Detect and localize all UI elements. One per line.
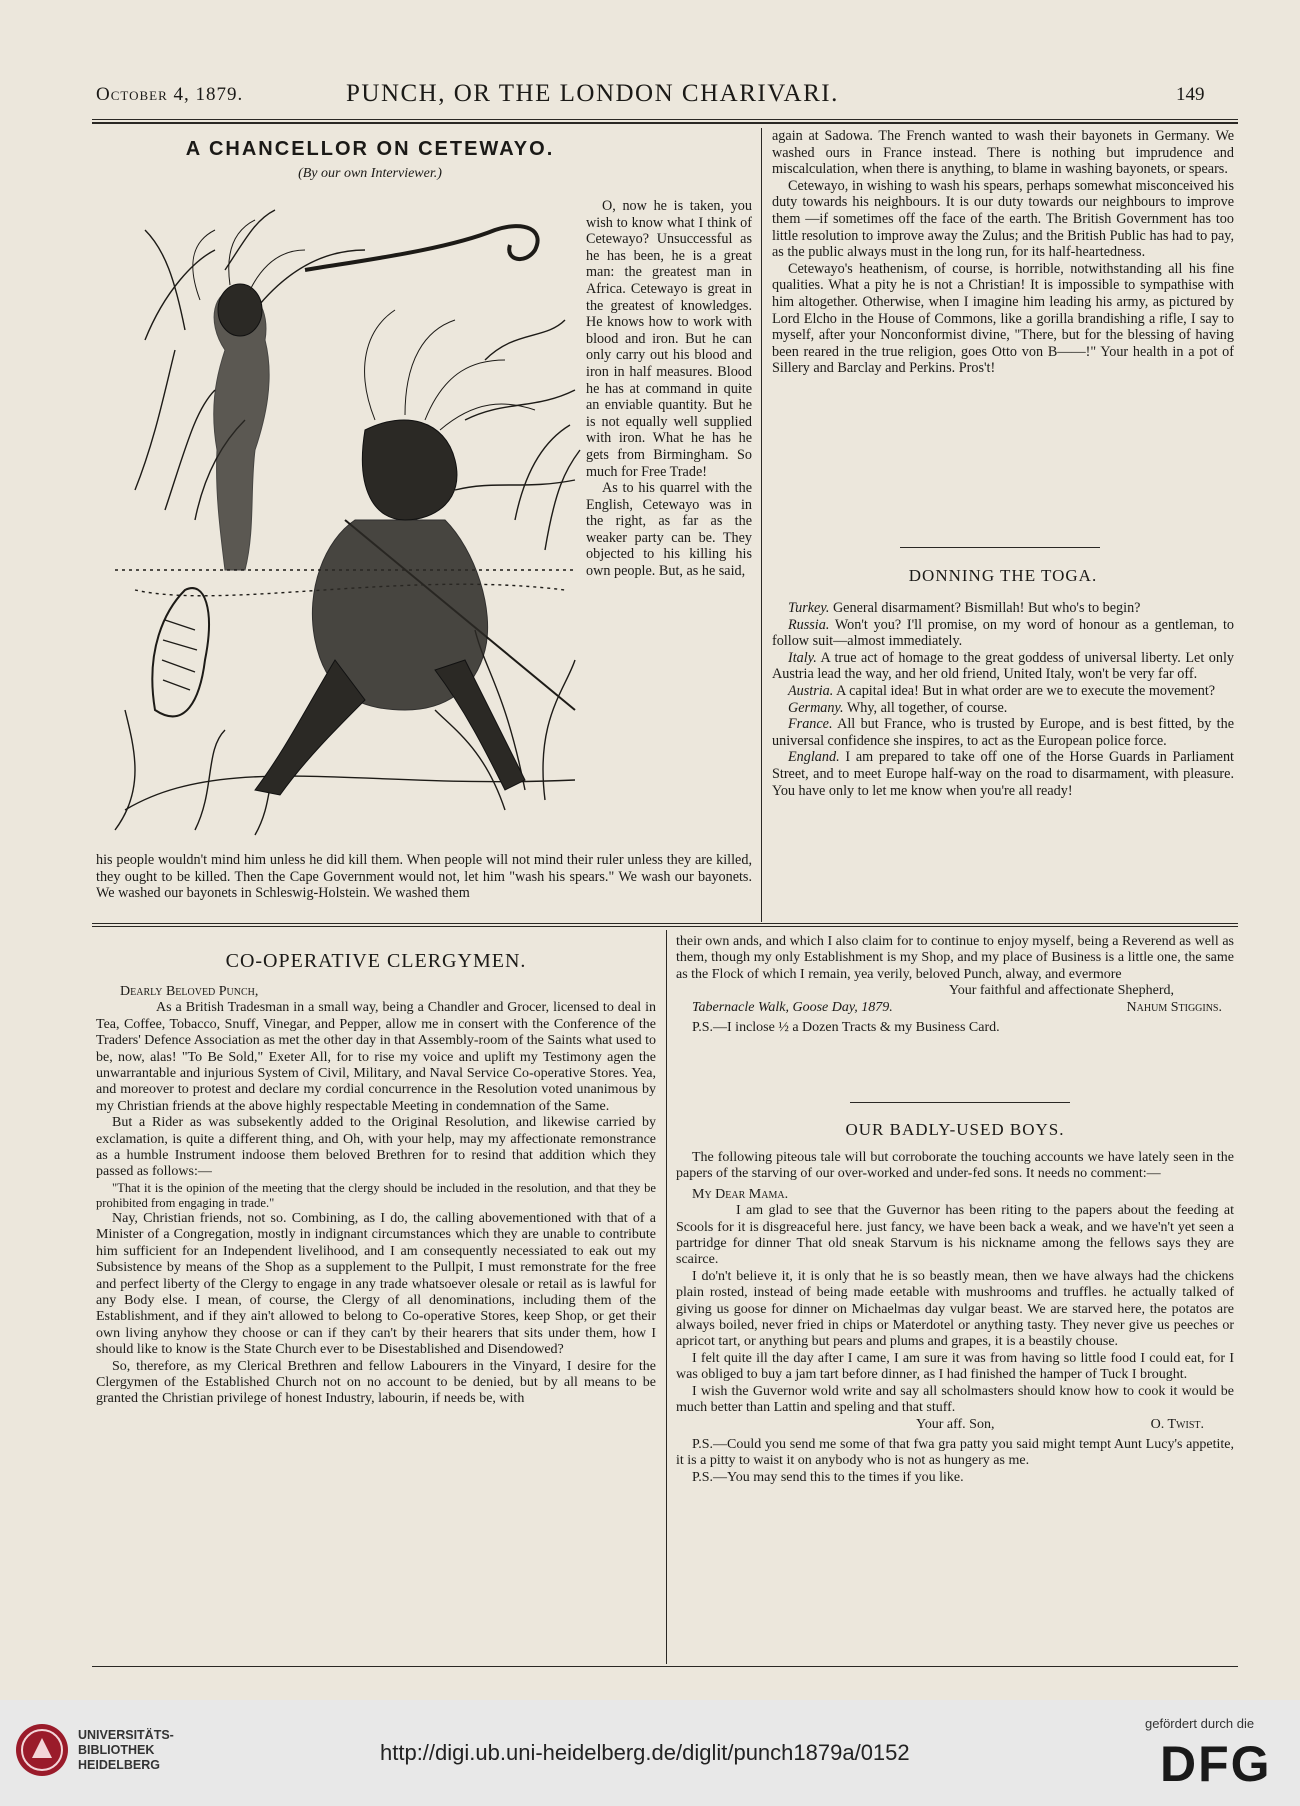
article3-closing: Your faithful and affectionate Shepherd, — [949, 983, 1174, 999]
article1-right-para-1: again at Sadowa. The French wanted to wash their bayonets in Germany. We washed ours in France instead. There is nothing but imprudence and miscalculation, when there is anything, to blame in washing bayonets, or spears. — [772, 128, 1234, 178]
masthead-title: PUNCH, OR THE LONDON CHARIVARI. — [346, 80, 839, 107]
section-rule-boys — [850, 1102, 1070, 1103]
article1-right-para-3: Cetewayo's heathenism, of course, is horrible, notwithstanding all his fine qualities. What a pity he is not a Christian! It is impossible to sympathise with him altogether. Otherwise, when I imagine him leading his army, as pictured by Lord Elcho in the House of Commons, like a gorilla brandishing a rifle, I say to myself, after your Nonconformist divine, "There, but for the blessing of having been reared in the true religion, goes Otto von B——!" Your health in a pot of Sillery and Barclay and Perkins. Pros't! — [772, 260, 1234, 377]
article3-body — [96, 984, 656, 1408]
article1-narrow-para-1: O, now he is taken, you wish to know what I think of Cetewayo? Unsuccessful as he has been, he is a great man: the greatest man in Africa. Cetewayo is great in the greatest of knowledges. He knows how to work with blood and iron. But he can only carry out his blood and iron in half measures. Blood he has at command in quite an enviable quantity. But he is not equally well supplied with iron. What he has he gets from Birmingham. So much for Free Trade! — [586, 198, 752, 480]
middle-rule — [92, 923, 1238, 924]
university-seal-icon — [14, 1722, 70, 1778]
middle-rule-2 — [92, 926, 1238, 927]
article1-byline: (By our own Interviewer.) — [298, 166, 442, 181]
dfg-logo: DFG — [1160, 1736, 1272, 1792]
article2-line-england: England. I am prepared to take off one of the Horse Guards in Parliament Street, and to meet Europe half-way on the road to disarmament, with pleasure. You have only to let me know when you're all ready! — [772, 749, 1234, 799]
header-rule — [92, 119, 1238, 120]
article3-salutation: Dearly Beloved Punch, — [120, 984, 259, 999]
column-divider-top — [761, 128, 762, 922]
article2-line-turkey: Turkey. General disarmament? Bismillah! But who's to begin? — [788, 600, 1141, 616]
page-number: 149 — [1176, 84, 1205, 105]
article4-para-4: I wish the Guvernor wold write and say all scholmasters should know how to cook it would be much better than Lattin and speling and that stuff. — [676, 1383, 1234, 1416]
issue-date: October 4, 1879. — [96, 84, 244, 105]
article4-salutation: My Dear Mama. — [692, 1186, 789, 1202]
header-rule-2 — [92, 122, 1238, 124]
article3-para-2: But a Rider as was subsekently added to the Original Resolution, and likewise carried by exclamation, is quite a different thing, and Oh, with your help, may my affectionate remonstrance as a humble Instrument indoose them beloved Brethren for to resind that addition which they passed as follows:— — [96, 1115, 656, 1180]
article3-signoff — [676, 1000, 1234, 1016]
library-name: UNIVERSITÄTS- BIBLIOTHEK HEIDELBERG — [78, 1728, 174, 1772]
article1-narrow-para-2: As to his quarrel with the English, Cetewayo was in the right, as far as the weaker party can be. They objected to his killing his own people. But, as he said, — [586, 480, 752, 580]
section-rule-toga — [900, 547, 1100, 548]
article1-right-column — [772, 128, 1234, 377]
article3-signature: Nahum Stiggins. — [1126, 999, 1222, 1015]
article2-line-austria: Austria. A capital idea! But in what order are we to execute the movement? — [788, 682, 1216, 699]
article1-wide-text — [96, 852, 752, 902]
article3-quote: "That it is the opinion of the meeting that the clergy should be included in the resolution, and that they be prohibited from engaging in trade." — [96, 1180, 656, 1210]
article2-line-france: France. All but France, who is trusted by Europe, and is best fitted, by the universal confidence she inspires, to act as the European police force. — [772, 716, 1234, 749]
article4-signoff — [676, 1417, 1234, 1433]
column-divider-bottom — [666, 930, 667, 1664]
article1-wide-para: his people wouldn't mind him unless he did kill them. When people will not mind their ruler unless they are killed, they ought to be killed. Then the Cape Government would not, let him "wash his spears." We wash our bayonets. We washed our bayonets in Schleswig-Holstein. We washed them — [96, 852, 752, 902]
cetewayo-illustration — [105, 190, 585, 840]
article4-intro: The following piteous tale will but corroborate the touching accounts we have lately seen in the papers of the starving of our over-worked and under-fed sons. It needs no comment:— — [676, 1150, 1234, 1182]
source-url[interactable]: http://digi.ub.uni-heidelberg.de/diglit/punch1879a/0152 — [380, 1740, 910, 1765]
article3-ps: P.S.—I inclose ½ a Dozen Tracts & my Business Card. — [692, 1020, 1000, 1036]
article1-narrow-column — [586, 198, 752, 580]
article2-title: DONNING THE TOGA. — [908, 566, 1098, 585]
article2-line-russia: Russia. Won't you? I'll promise, on my word of honour as a gentleman, to follow suit—almost immediately. — [772, 616, 1235, 650]
article4-para-2: I do'n't believe it, it is only that he is so beastly mean, then we have always had the chickens plain rosted, instead of being made eetable with mushrooms and truffles. he actually talked of giving us goose for dinner on Michaelmas day vulgar beast. We are starved here, the potatos are always boiled, never fried in chips or Materdotel or anything tasty. They never give us peeches or apricot tart, or anything but pears and plums and grapes, it is a beastily chouse. — [676, 1268, 1234, 1350]
article4-ps2: P.S.—You may send this to the times if you like. — [692, 1469, 964, 1485]
funded-by-label: gefördert durch die — [1145, 1716, 1255, 1731]
bottom-rule — [92, 1666, 1238, 1667]
article3-continuation-column — [676, 934, 1234, 1036]
digitization-footer — [0, 1700, 1300, 1806]
article4-body — [676, 1150, 1234, 1486]
article3-place-date: Tabernacle Walk, Goose Day, 1879. — [692, 999, 893, 1015]
article4-para-1: I am glad to see that the Guvernor has been riting to the papers about the feeding at Scools for it is disgreaceful here. just fancy, we have been back a weak, and we have'n't yet seen a partridge for dinner That old sneak Starvum is his nickname among the fellows says they are scairce. — [676, 1203, 1234, 1268]
article2-line-italy: Italy. A true act of homage to the great goddess of universal liberty. Let only Austria lead the way, and her old friend, United Italy, won't be very far off. — [772, 649, 1234, 683]
article3-continuation: their own ands, and which I also claim for to continue to enjoy myself, being a Reverend as well as them, though my only Establishment is my Shop, and my place of Business is a little one, the same as the Flock of which I remain, yea verily, beloved Punch, alway, and evermore — [676, 934, 1234, 982]
article4-signature: O. Twist. — [1150, 1416, 1204, 1432]
article2-body — [772, 600, 1234, 799]
article1-right-para-2: Cetewayo, in wishing to wash his spears, perhaps somewhat misconceived his duty towards his neighbours. It is our duty towards our neighbours to improve them —if sometimes off the face of the earth. The British Government has too little resolution to improve away the Zulus; and the British Public has had to pay, as the public always must in the long run, for its half-heartedness. — [772, 177, 1234, 261]
article3-para-4: So, therefore, as my Clerical Brethren and fellow Labourers in the Vinyard, I desire for the Clergymen of the Established Church not on no account to be denied, but by all means to be granted the Christian privilege of honest Industry, labourin, if needs be, with — [96, 1358, 656, 1407]
article3-title: CO-OPERATIVE CLERGYMEN. — [225, 950, 527, 972]
article4-title: OUR BADLY-USED BOYS. — [845, 1120, 1065, 1139]
article4-para-3: I felt quite ill the day after I came, I am sure it was from having so little food I could eat, for I was obliged to buy a jam tart before dinner, as I had finished the hamper of Tuck I brought. — [676, 1350, 1234, 1383]
article4-closing: Your aff. Son, — [916, 1416, 995, 1432]
article3-para-1: As a British Tradesman in a small way, being a Chandler and Grocer, licensed to deal in Tea, Coffee, Tobacco, Snuff, Vinegar, and Pepper, allow me in consert with the Conference of the Traders' Defence Association as met the other day in that Assembly-room of the Saints what used to be, now, alas! "To Be Sold," Exeter All, for to rise my voice and uplift my Testimony agen the unwarrantable and injurious System of Civil, Military, and Naval Service Co-operative Stores. Yea, and moreover to protest and declare my cordial concurrence in the Resolution voted unanimous by my Christian friends at the above highly respectable Meeting in condemnation of the Same. — [96, 1000, 656, 1114]
article4-ps1: P.S.—Could you send me some of that fwa gra patty you said might tempt Aunt Lucy's appetite, it is a pitty to waist it on anybody who is not as hungery as me. — [676, 1436, 1234, 1469]
article2-line-germany: Germany. Why, all together, of course. — [788, 699, 1008, 716]
article1-title: A CHANCELLOR ON CETEWAYO. — [185, 138, 555, 160]
article3-para-3: Nay, Christian friends, not so. Combining, as I do, the calling abovementioned with that of a Minister of a Congregation, mostly in indignant circumstances which they are unable to contribute him sufficient for an Independent livelihood, and I am consequently necessiated to eak out my Subsistence by means of the Shop as a supplement to the Pullpit, I must remonstrate for the free and perfect liberty of the Clergy to engage in any trade whatsoever olesale or retail as is lawful for any Body else. I mean, of course, the Clergy of all denominations, including them of the Establishment, and if they ain't allowed to belong to Co-operative Stores, keep Shop, or get their own living anyhow they choose or can if they can't by their hearers that sits under them, how I should like to know is the State Church ever to be Disestablished and Disendowed? — [96, 1210, 656, 1358]
